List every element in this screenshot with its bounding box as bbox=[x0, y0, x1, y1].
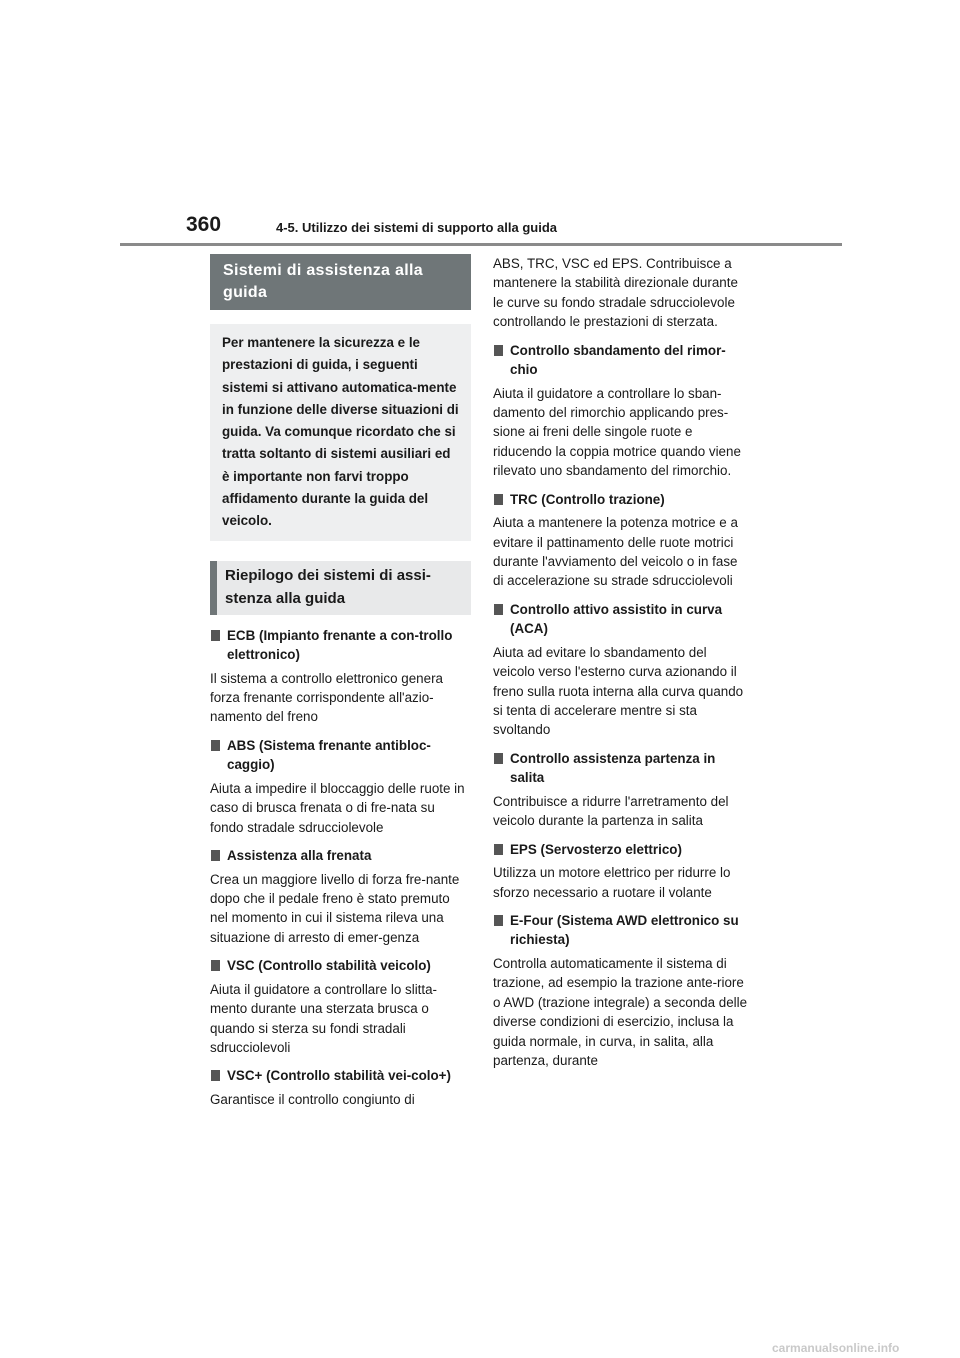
right-column bbox=[493, 254, 751, 1079]
item-heading: TRC (Controllo trazione) bbox=[493, 490, 751, 510]
square-bullet-icon bbox=[210, 846, 227, 866]
summary-title: Riepilogo dei sistemi di assi-stenza alla guida bbox=[210, 561, 471, 615]
watermark: carmanualsonline.info bbox=[772, 1341, 900, 1355]
item-heading: Controllo assistenza partenza in salita bbox=[493, 749, 751, 788]
page-number: 360 bbox=[186, 213, 222, 236]
list-item bbox=[493, 600, 751, 740]
square-bullet-icon bbox=[493, 840, 510, 860]
item-heading: ECB (Impianto frenante a con-trollo elettronico) bbox=[210, 626, 471, 665]
item-body: Aiuta ad evitare lo sbandamento del veicolo verso l'esterno curva azionando il freno sulla ruota interna alla curva quando si tenta di accelerare mentre si sta svoltando bbox=[493, 644, 744, 738]
item-heading: VSC (Controllo stabilità veicolo) bbox=[210, 956, 471, 976]
square-bullet-icon bbox=[210, 956, 227, 976]
item-body: Aiuta a impedire il bloccaggio delle ruote in caso di brusca frenata o di fre-nata su fondo stradale sdrucciolevole bbox=[210, 780, 465, 835]
item-heading: EPS (Servosterzo elettrico) bbox=[493, 840, 751, 860]
item-body: Garantisce il controllo congiunto di bbox=[210, 1091, 415, 1107]
square-bullet-icon bbox=[210, 626, 227, 665]
item-body: Il sistema a controllo elettronico genera forza frenante corrispondente all'azio-namento del freno bbox=[210, 670, 443, 725]
item-heading: Controllo attivo assistito in curva (ACA) bbox=[493, 600, 751, 639]
section-title: Sistemi di assistenza alla guida bbox=[210, 254, 471, 310]
continuation-text: ABS, TRC, VSC ed EPS. Contribuisce a mantenere la stabilità direzionale durante le curve su fondo stradale sdrucciolevole controllando le prestazioni di sterzata. bbox=[493, 256, 738, 330]
square-bullet-icon bbox=[210, 736, 227, 775]
list-item bbox=[493, 840, 751, 902]
list-item bbox=[493, 490, 751, 591]
list-item bbox=[493, 911, 751, 1070]
list-item bbox=[210, 736, 471, 837]
square-bullet-icon bbox=[493, 749, 510, 788]
item-body: Aiuta a mantenere la potenza motrice e a evitare il pattinamento delle ruote motrici durante l'avviamento del veicolo o in fase di accelerazione su strade sdrucciolevoli bbox=[493, 515, 738, 589]
square-bullet-icon bbox=[210, 1066, 227, 1086]
item-body: Utilizza un motore elettrico per ridurre lo sforzo necessario a ruotare il volante bbox=[493, 865, 731, 900]
list-item bbox=[210, 956, 471, 1057]
square-bullet-icon bbox=[493, 490, 510, 510]
item-heading: Assistenza alla frenata bbox=[210, 846, 471, 866]
item-body: Aiuta il guidatore a controllare lo slitta-mento durante una sterzata brusca o quando si sterza su fondi stradali sdrucciolevoli bbox=[210, 981, 438, 1055]
system-list bbox=[210, 626, 471, 1110]
item-heading: VSC+ (Controllo stabilità vei-colo+) bbox=[210, 1066, 471, 1086]
system-list bbox=[493, 341, 751, 1071]
item-heading: E-Four (Sistema AWD elettronico su richiesta) bbox=[493, 911, 751, 950]
square-bullet-icon bbox=[493, 600, 510, 639]
chapter-title: 4-5. Utilizzo dei sistemi di supporto alla guida bbox=[276, 220, 557, 235]
list-item bbox=[493, 749, 751, 831]
item-heading: ABS (Sistema frenante antibloc-caggio) bbox=[210, 736, 471, 775]
left-column bbox=[210, 254, 471, 1118]
item-body: Controlla automaticamente il sistema di trazione, ad esempio la trazione ante-riore o AWD (trazione integrale) a seconda delle diverse condizioni di esercizio, inclusa la guida normale, in curva, in salita, alla partenza, durante bbox=[493, 955, 748, 1068]
intro-box: Per mantenere la sicurezza e le prestazioni di guida, i seguenti sistemi si attivano automatica-mente in funzione delle diverse situazioni di guida. Va comunque ricordato che si tratta soltanto di sistemi ausiliari ed è importante non farvi troppo affidamento durante la guida del veicolo. bbox=[210, 324, 471, 541]
list-item bbox=[210, 626, 471, 727]
list-item bbox=[493, 341, 751, 481]
square-bullet-icon bbox=[493, 911, 510, 950]
item-body: Aiuta il guidatore a controllare lo sban-damento del rimorchio applicando pres-sione ai freni delle singole ruote e riducendo la coppia motrice quando viene rilevato uno sbandamento del rimorchio. bbox=[493, 385, 741, 479]
list-item bbox=[210, 1066, 471, 1109]
square-bullet-icon bbox=[493, 341, 510, 380]
item-heading: Controllo sbandamento del rimor-chio bbox=[493, 341, 751, 380]
item-body: Contribuisce a ridurre l'arretramento del veicolo durante la partenza in salita bbox=[493, 793, 729, 829]
item-body: Crea un maggiore livello di forza fre-nante dopo che il pedale freno è stato premuto nel momento in cui il sistema rileva una situazione di arresto di emer-genza bbox=[210, 871, 460, 945]
list-item bbox=[210, 846, 471, 947]
header-divider bbox=[120, 243, 842, 246]
page-header bbox=[0, 0, 960, 250]
